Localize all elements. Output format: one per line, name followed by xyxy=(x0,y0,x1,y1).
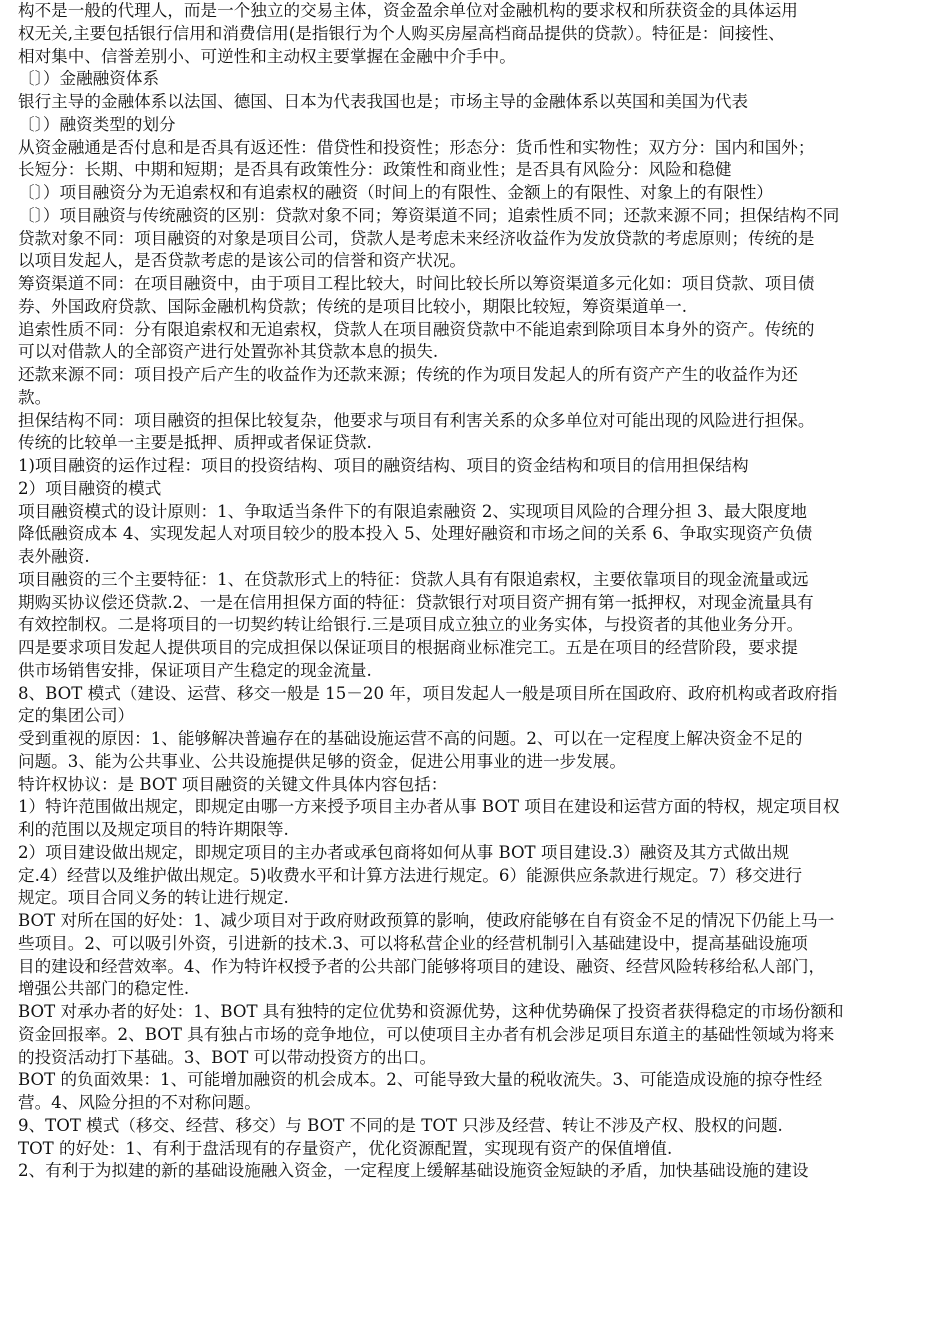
text-line: 问题。3、能为公共事业、公共设施提供足够的资金，促进公用事业的进一步发展。 xyxy=(18,751,626,771)
text-line: 定.4）经营以及维护做出规定。5)收费水平和计算方法进行规定。6）能源供应条款进行规定。7）移交进行 xyxy=(18,865,803,885)
text-line: 四是要求项目发起人提供项目的完成担保以保证项目的根据商业标准完工。五是在项目的经营阶段，要求提 xyxy=(18,638,798,657)
text-line: 以项目发起人，是否贷款考虑的是该公司的信誉和资产状况。 xyxy=(18,251,467,271)
text-line: 〔〕）项目融资分为无追索权和有追索权的融资（时间上的有限性、金额上的有限性、对象上的有限性） xyxy=(18,183,774,202)
text-line: 项目融资的三个主要特征：1、在贷款形式上的特征：贷款人具有有限追索权，主要依靠项目的现金流量或远 xyxy=(18,569,809,589)
text-line: 8、BOT 模式（建设、运营、移交一般是 15－20 年，项目发起人一般是项目所在国政府、政府机构或者政府指 xyxy=(18,683,838,703)
text-line: 受到重视的原因：1、能够解决普遍存在的基础设施运营不高的问题。2、可以在一定程度上解决资金不足的 xyxy=(18,729,803,748)
text-line: 〔〕）金融融资体系 xyxy=(18,69,160,89)
text-line: 定的集团公司） xyxy=(18,706,135,726)
text-line: 9、TOT 模式（移交、经营、移交）与 BOT 不同的是 TOT 只涉及经营、转让不涉及产权、股权的问题. xyxy=(18,1115,783,1135)
text-line: 2）项目融资的模式 xyxy=(18,478,162,498)
text-line: 〔〕）融资类型的划分 xyxy=(18,114,176,134)
text-line: 追索性质不同：分有限追索权和无追索权，贷款人在项目融资贷款中不能追索到除项目本身外的资产。传统的 xyxy=(18,319,815,339)
text-line: 相对集中、信誉差别小、可逆性和主动权主要掌握在金融中介手中。 xyxy=(18,46,516,66)
text-line: 些项目。2、可以吸引外资，引进新的技术.3、可以将私营企业的经营机制引入基础建设中，提高基础设施项 xyxy=(18,933,808,953)
text-line: 增强公共部门的稳定性. xyxy=(18,979,190,999)
text-line: BOT 对承办者的好处：1、BOT 具有独特的定位优势和资源优势，这种优势确保了投资者获得稳定的市场份额和 xyxy=(18,1002,844,1021)
text-line: 营。4、风险分担的不对称问题。 xyxy=(18,1093,261,1112)
text-line: 筹资渠道不同：在项目融资中，由于项目工程比较大，时间比较长所以筹资渠道多元化如：项目贷款、项目债 xyxy=(18,274,815,293)
text-line: 2）项目建设做出规定，即规定项目的主办者或承包商将如何从事 BOT 项目建设.3）融资及其方式做出规 xyxy=(18,842,790,862)
text-line: 特许权协议：是 BOT 项目融资的关键文件具体内容包括： xyxy=(18,774,448,794)
text-line: 款。 xyxy=(18,387,52,407)
text-line: BOT 对所在国的好处：1、减少项目对于政府财政预算的影响，使政府能够在自有资金不足的情况下仍能上马一 xyxy=(18,911,835,930)
text-line: 权无关,主要包括银行信用和消费信用(是指银行为个人购买房屋高档商品提供的贷款）。特征是：间接性、 xyxy=(18,23,785,43)
text-line: 表外融资. xyxy=(18,547,90,566)
text-line: 1）特许范围做出规定，即规定由哪一方来授予项目主办者从事 BOT 项目在建设和运营方面的特权，规定项目权 xyxy=(18,797,840,817)
text-line: 银行主导的金融体系以法国、德国、日本为代表我国也是；市场主导的金融体系以英国和美国为代表 xyxy=(18,92,749,111)
text-line: 从资金融通是否付息和是否具有返还性：借贷性和投资性；形态分：货币性和实物性；双方分：国内和国外； xyxy=(18,137,815,157)
text-line: 目的建设和经营效率。4、作为特许权授予者的公共部门能够将项目的建设、融资、经营风险转移给私人部门， xyxy=(18,956,826,976)
text-line: 利的范围以及规定项目的特许期限等. xyxy=(18,820,289,839)
text-line: 可以对借款人的全部资产进行处置弥补其贷款本息的损失. xyxy=(18,342,439,362)
text-line: 供市场销售安排，保证项目产生稳定的现金流量. xyxy=(18,660,372,680)
text-line: 长短分：长期、中期和短期；是否具有政策性分：政策性和商业性；是否具有风险分：风险和稳健 xyxy=(18,160,732,180)
text-line: 贷款对象不同：项目融资的对象是项目公司，贷款人是考虑未来经济收益作为发放贷款的考虑原则；传统的是 xyxy=(18,228,815,248)
text-line: 有效控制权。二是将项目的一切契约转让给银行.三是项目成立独立的业务实体，与投资者的其他业务分开。 xyxy=(18,615,804,635)
text-line: 〔〕）项目融资与传统融资的区别：贷款对象不同；筹资渠道不同；追索性质不同；还款来源不同；担保结构不同 xyxy=(18,205,840,225)
text-line: 资金回报率。2、BOT 具有独占市场的竞争地位，可以使项目主办者有机会涉足项目东道主的基础性领域为将来 xyxy=(18,1024,835,1044)
text-line: TOT 的好处：1、有利于盘活现有的存量资产，优化资源配置，实现现有资产的保值增值. xyxy=(18,1138,673,1158)
text-line: 券、外国政府贷款、国际金融机构贷款；传统的是项目比较小，期限比较短，筹资渠道单一. xyxy=(18,296,688,316)
text-line: 规定。项目合同义务的转让进行规定. xyxy=(18,888,289,908)
text-line: 期购买协议偿还贷款.2、一是在信用担保方面的特征：贷款银行对项目资产拥有第一抵押权，对现金流量具有 xyxy=(18,592,814,612)
text-line: 的投资活动打下基础。3、BOT 可以带动投资方的出口。 xyxy=(18,1047,437,1067)
text-line: 1)项目融资的运作过程：项目的投资结构、项目的融资结构、项目的资金结构和项目的信用担保结构 xyxy=(18,456,749,475)
text-line: 项目融资模式的设计原则：1、争取适当条件下的有限追索融资 2、实现项目风险的合理分担 3、最大限度地 xyxy=(18,501,807,521)
text-line: 传统的比较单一主要是抵押、质押或者保证贷款. xyxy=(18,433,372,453)
text-line: 2、有利于为拟建的新的基础设施融入资金，一定程度上缓解基础设施资金短缺的矛盾，加快基础设施的建设 xyxy=(18,1161,809,1181)
text-line: 降低融资成本 4、实现发起人对项目较少的股本投入 5、处理好融资和市场之间的关系 6、争取实现资产负债 xyxy=(18,524,813,544)
text-line: 构不是一般的代理人，而是一个独立的交易主体，资金盈余单位对金融机构的要求权和所获资金的具体运用 xyxy=(18,1,798,20)
text-line: 还款来源不同：项目投产后产生的收益作为还款来源；传统的作为项目发起人的所有资产产生的收益作为还 xyxy=(18,365,798,384)
text-line: BOT 的负面效果：1、可能增加融资的机会成本。2、可能导致大量的税收流失。3、可能造成设施的掠夺性经 xyxy=(18,1070,823,1090)
text-line: 担保结构不同：项目融资的担保比较复杂，他要求与项目有利害关系的众多单位对可能出现的风险进行担保。 xyxy=(18,410,815,430)
